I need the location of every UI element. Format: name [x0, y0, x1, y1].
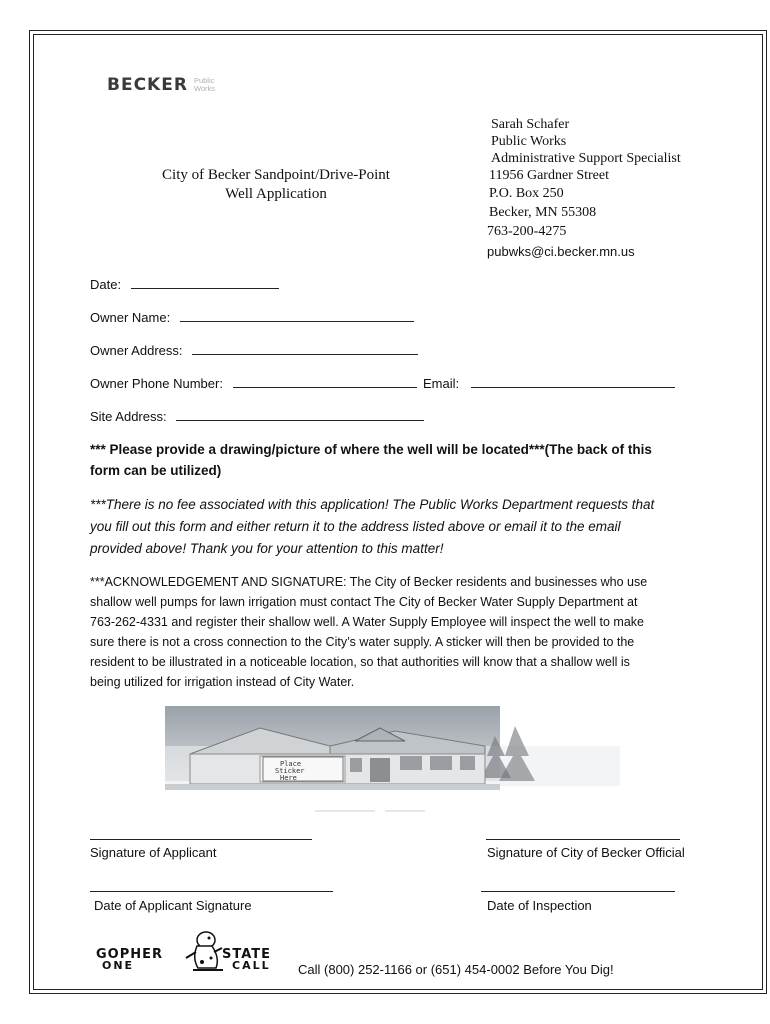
owner-address-field: [90, 342, 418, 358]
fee-note-line3: provided above! Thank you for your attention to this matter!: [90, 541, 444, 556]
contact-pobox: P.O. Box 250: [489, 186, 564, 201]
drawing-note-line2: form can be utilized): [90, 463, 222, 478]
applicant-date-label: Date of Applicant Signature: [94, 898, 252, 913]
inspection-date-line[interactable]: [481, 890, 675, 892]
date-input-line[interactable]: [131, 276, 279, 289]
fee-note-line1: ***There is no fee associated with this application! The Public Works Department requests that: [90, 497, 655, 512]
owner-name-input-line[interactable]: [180, 309, 414, 322]
ack-line2: shallow well pumps for lawn irrigation must contact The City of Becker Water Supply Department at: [90, 595, 638, 609]
email-field: [423, 375, 675, 391]
sticker-line2: Sticker: [275, 767, 305, 775]
owner-phone-label: Owner Phone Number:: [90, 376, 223, 391]
owner-name-label: Owner Name:: [90, 310, 171, 325]
call-before-you-dig: Call (800) 252-1166 or (651) 454-0002 Before You Dig!: [298, 962, 614, 977]
becker-logo: [107, 75, 215, 95]
site-address-input-line[interactable]: [176, 408, 424, 421]
contact-role: Administrative Support Specialist: [491, 151, 681, 166]
sticker-line3: Here: [280, 774, 297, 782]
acknowledgement: [90, 572, 647, 692]
ack-line4: sure there is not a cross connection to the City’s water supply. A sticker will then be provided to the: [90, 635, 635, 649]
drawing-note-line1: *** Please provide a drawing/picture of where the well will be located***(The back of this: [90, 442, 652, 457]
applicant-signature-line[interactable]: [90, 838, 312, 840]
contact-name: Sarah Schafer: [491, 117, 570, 132]
house-illustration: [165, 706, 620, 818]
official-signature-label: Signature of City of Becker Official: [487, 845, 685, 860]
date-label: Date:: [90, 277, 122, 292]
contact-dept: Public Works: [491, 134, 567, 149]
sticker-line1: Place: [280, 760, 302, 768]
owner-phone-field: [90, 375, 417, 391]
document-title: [126, 166, 426, 204]
gopher-word3: ONE: [102, 959, 135, 972]
contact-street: 11956 Gardner Street: [489, 168, 609, 183]
logo-wordmark: BECKER: [107, 75, 188, 95]
ack-line3: 763-262-4331 and register their shallow well. A Water Supply Employee will inspect the well to make: [90, 615, 644, 629]
site-address-label: Site Address:: [90, 409, 167, 424]
ack-line5: resident to be illustrated in a noticeable location, so that authorities will know that a shallow well is: [90, 655, 630, 669]
house-sticker-image: [165, 706, 620, 818]
contact-phone: 763-200-4275: [487, 224, 567, 239]
official-signature-line[interactable]: [486, 838, 680, 840]
date-field: [90, 276, 279, 292]
owner-address-label: Owner Address:: [90, 343, 183, 358]
title-line1: City of Becker Sandpoint/Drive-Point: [162, 167, 390, 183]
contact-email[interactable]: pubwks@ci.becker.mn.us: [487, 244, 635, 259]
logo-subtitle: [194, 77, 215, 93]
gopher-word1: GOPHER: [96, 947, 164, 962]
applicant-signature-label: Signature of Applicant: [90, 845, 217, 860]
gopher-state-one-call-logo: [96, 928, 291, 976]
fee-note: [90, 494, 654, 560]
logo-sub-line1: Public: [193, 76, 215, 85]
title-line2: Well Application: [225, 186, 327, 202]
ack-line1: ***ACKNOWLEDGEMENT AND SIGNATURE: The City of Becker residents and businesses who use: [90, 575, 648, 589]
gopher-word2: STATE: [222, 947, 272, 962]
owner-name-field: [90, 309, 414, 325]
email-input-line[interactable]: [471, 375, 675, 388]
owner-address-input-line[interactable]: [192, 342, 418, 355]
site-address-field: [90, 408, 424, 424]
inspection-date-label: Date of Inspection: [487, 898, 592, 913]
contact-city: Becker, MN 55308: [489, 205, 597, 220]
logo-sub-line2: Works: [193, 84, 216, 93]
owner-phone-input-line[interactable]: [233, 375, 417, 388]
ack-line6: being utilized for irrigation instead of City Water.: [90, 675, 355, 689]
email-label: Email:: [423, 376, 460, 391]
gopher-logo-graphic: [96, 928, 291, 976]
drawing-note: [90, 439, 652, 481]
applicant-date-line[interactable]: [90, 890, 333, 892]
fee-note-line2: you fill out this form and either return it to the address listed above or email it to the email: [90, 519, 621, 534]
gopher-word4: CALL: [232, 959, 271, 972]
